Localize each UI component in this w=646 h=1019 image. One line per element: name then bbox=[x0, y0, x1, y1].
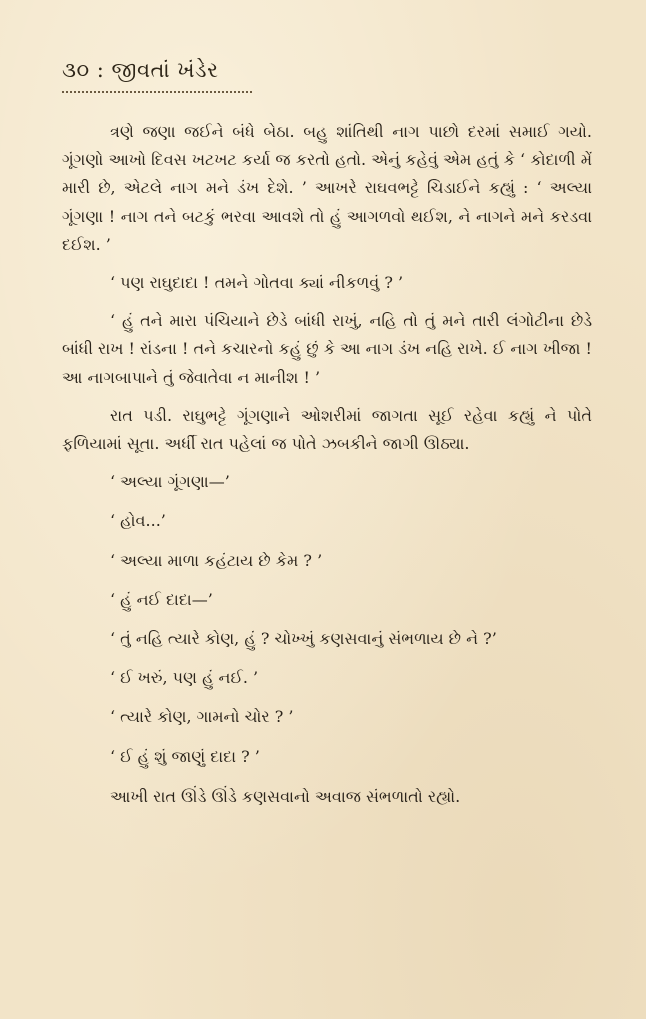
dialog-line: ‘ અલ્યા ગૂંગણા—’ bbox=[110, 472, 230, 492]
page-body bbox=[62, 118, 592, 811]
dialog-line: ‘ ઈ ખરું, પણ હું નઈ. ’ bbox=[110, 668, 259, 688]
paragraph: રાત પડી. રાઘુભટ્ટે ગૂંગણાને ઓશરીમાં જાગતા સૂઈ રહેવા કહ્યું ને પોતે ફળિયામાં સૂતા. અર્ધી રાત પહેલાં જ પોતે ઝબકીને જાગી ઊઠ્યા. bbox=[62, 405, 592, 454]
dialog-block bbox=[62, 468, 592, 771]
paragraph: ‘ પણ રાઘુદાદા ! તમને ગોતવા ક્યાં નીકળવું ? ’ bbox=[110, 273, 404, 293]
dialog-line: ‘ ત્યારે કોણ, ગામનો ચોર ? ’ bbox=[110, 707, 294, 727]
closing-paragraph: આખી રાત ઊંડે ઊંડે કણસવાનો અવાજ સંભળાતો રહ્યો. bbox=[110, 786, 461, 806]
paragraph: ત્રણે જણા જઈને બંધે બેઠા. બહુ શાંતિથી નાગ પાછો દરમાં સમાઈ ગયો. ગૂંગણો આખો દિવસ ખટખટ કર્યા જ કરતો હતો. એનું કહેવું એમ હતું કે ‘ કોદાળી મેં મારી છે, એટલે નાગ મને ડંખ દેશે. ’ આખરે રાઘવભટ્ટે ચિડાઈને કહ્યું : ‘ અલ્યા ગૂંગણા ! નાગ તને બટકું ભરવા આવશે તો હું આગળવો થઈશ, ને નાગને મને કરડવા દઈશ. ’ bbox=[62, 122, 592, 254]
page-number-and-chapter-title: ૩૦ : જીવતાં ખંડેર bbox=[62, 58, 219, 82]
dialog-line: ‘ અલ્યા માળા કહંટાય છે કેમ ? ’ bbox=[110, 550, 323, 570]
page-header bbox=[62, 58, 262, 93]
dialog-line: ‘ હોવ...’ bbox=[110, 511, 166, 531]
dialog-line: ‘ હું નઈ દાદા—’ bbox=[110, 589, 213, 609]
dialog-line: ‘ તું નહિ ત્યારે કોણ, હું ? ચોખ્ખું કણસવાનું સંભળાય છે ને ?’ bbox=[110, 629, 497, 649]
header-divider bbox=[62, 91, 252, 93]
dialog-line: ‘ ઈ હું શું જાણું દાદા ? ’ bbox=[110, 746, 260, 766]
paragraph: ‘ હું તને મારા પંચિયાને છેડે બાંધી રાખું, નહિ તો તું મને તારી લંગોટીના છેડે બાંધી રાખ ! રાંડના ! તને કચારનો કહું છું કે આ નાગ ડંખ નહિ રાખે. ઈ નાગ ખીજા ! આ નાગબાપાને તું જેવાતેવા ન માનીશ ! ’ bbox=[62, 311, 592, 387]
